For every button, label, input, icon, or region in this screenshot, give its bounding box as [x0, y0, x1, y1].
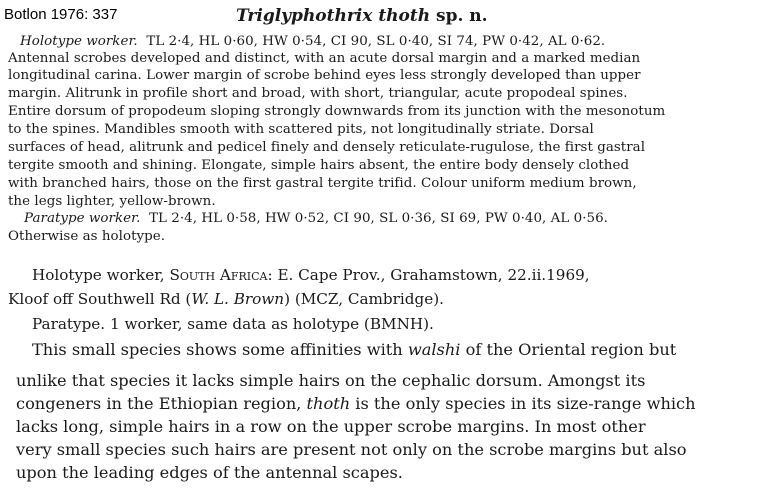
locality-suffix: ) (MCZ, Cambridge).: [284, 290, 444, 308]
paratype-measurements-line: [24, 211, 608, 226]
species-title: [236, 6, 488, 26]
description-line: the legs lighter, yellow-brown.: [8, 194, 216, 209]
locality-prefix: Kloof off Southwell Rd (: [8, 290, 192, 308]
species-suffix: sp. n.: [436, 6, 488, 26]
description-line: longitudinal carina. Lower margin of scrobe behind eyes less strongly developed than upper: [8, 68, 641, 83]
citation-label: Botlon 1976: 337: [4, 6, 118, 23]
holotype-locality: : E. Cape Prov., Grahamstown, 22.ii.1969,: [267, 266, 590, 284]
discussion-line: upon the leading edges of the antennal scapes.: [16, 463, 403, 482]
paratype-material-line: Paratype. 1 worker, same data as holotype (BMNH).: [32, 315, 434, 333]
description-line: margin. Alitrunk in profile short and broad, with short, triangular, acute propodeal spines.: [8, 86, 628, 101]
country-name: South Africa: [169, 266, 268, 284]
discussion-text: is the only species in its size-range which: [350, 394, 696, 413]
paratype-note: Otherwise as holotype.: [8, 229, 166, 244]
discussion-text: congeners in the Ethiopian region,: [16, 394, 307, 413]
description-line: tergite smooth and shining. Elongate, simple hairs absent, the entire body densely clothed: [8, 158, 630, 173]
discussion-text: of the Oriental region but: [460, 340, 677, 359]
paratype-label: Paratype worker.: [24, 211, 141, 226]
discussion-line: [32, 340, 676, 359]
description-line: with branched hairs, those on the first gastral tergite trifid. Colour uniform medium brown,: [8, 176, 637, 191]
discussion-text: This small species shows some affinities with: [32, 340, 408, 359]
taxon-walshi: walshi: [407, 340, 461, 359]
description-line: Entire dorsum of propodeum sloping strongly downwards from its junction with the mesonotum: [8, 104, 666, 119]
description-line: surfaces of head, alitrunk and pedicel finely and densely reticulate-rugulose, the first gastral: [8, 140, 646, 155]
holotype-locality-line: [8, 290, 444, 308]
description-line: Antennal scrobes developed and distinct, with an acute dorsal margin and a marked median: [8, 51, 641, 66]
discussion-line: unlike that species it lacks simple hairs on the cephalic dorsum. Amongst its: [16, 371, 646, 390]
paratype-measurements: TL 2·4, HL 0·58, HW 0·52, CI 90, SL 0·36, SI 69, PW 0·40, AL 0·56.: [149, 211, 608, 226]
holotype-measurements: TL 2·4, HL 0·60, HW 0·54, CI 90, SL 0·40, SI 74, PW 0·42, AL 0·62.: [146, 34, 606, 49]
collector-name: W. L. Brown: [191, 290, 285, 308]
species-name: Triglyphothrix thoth: [236, 6, 431, 26]
holotype-material-line: [32, 266, 590, 284]
discussion-line: very small species such hairs are present not only on the scrobe margins but also: [16, 440, 687, 459]
discussion-line: lacks long, simple hairs in a row on the upper scrobe margins. In most other: [16, 417, 646, 436]
discussion-line: [16, 394, 696, 413]
description-line: to the spines. Mandibles smooth with scattered pits, not longitudinally striate. Dorsal: [8, 122, 594, 137]
taxon-thoth: thoth: [306, 394, 351, 413]
holotype-label: Holotype worker.: [20, 34, 138, 49]
holotype-material-prefix: Holotype worker,: [32, 266, 165, 284]
holotype-measurements-line: [20, 34, 605, 49]
